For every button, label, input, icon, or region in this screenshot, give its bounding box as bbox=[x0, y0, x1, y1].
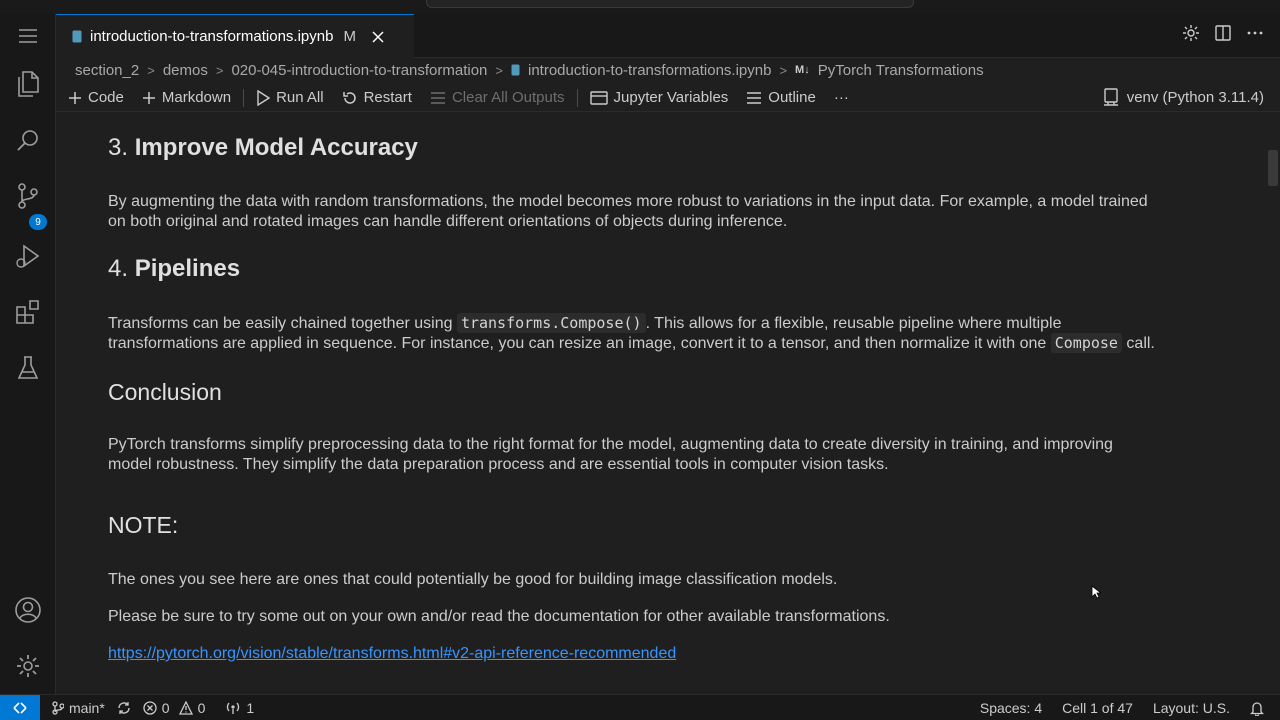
account-icon[interactable] bbox=[0, 588, 56, 632]
error-count: 0 bbox=[161, 699, 170, 716]
cell-position-status[interactable]: Cell 1 of 47 bbox=[1062, 700, 1133, 716]
run-debug-icon[interactable] bbox=[0, 234, 56, 278]
plus-icon bbox=[68, 91, 82, 105]
breadcrumb-item[interactable]: 020-045-introduction-to-transformation bbox=[231, 61, 488, 79]
run-all-label: Run All bbox=[276, 89, 324, 106]
restart-icon bbox=[342, 90, 358, 106]
outline-button[interactable] bbox=[746, 89, 816, 106]
scm-badge: 9 bbox=[29, 214, 47, 230]
branch-label: main* bbox=[69, 699, 105, 716]
breadcrumb-item[interactable]: PyTorch Transformations bbox=[817, 61, 984, 79]
notebook-tab[interactable] bbox=[56, 14, 414, 58]
remote-indicator-icon[interactable] bbox=[0, 695, 40, 720]
add-code-label: Code bbox=[88, 89, 124, 106]
command-center[interactable] bbox=[426, 0, 914, 8]
plus-icon bbox=[142, 91, 156, 105]
toolbar-divider bbox=[577, 89, 578, 107]
breadcrumb bbox=[56, 58, 1280, 82]
play-icon bbox=[256, 90, 270, 106]
jupyter-variables-label: Jupyter Variables bbox=[613, 89, 729, 106]
notebook-toolbar bbox=[56, 84, 1280, 112]
heading-pipelines bbox=[108, 255, 241, 282]
chevron-right-icon: > bbox=[147, 62, 155, 78]
problems-status[interactable] bbox=[143, 700, 206, 716]
source-control-icon[interactable] bbox=[0, 174, 56, 218]
scrollbar-thumb[interactable] bbox=[1268, 150, 1278, 186]
mouse-cursor-icon bbox=[1091, 585, 1101, 599]
kernel-label: venv (Python 3.11.4) bbox=[1126, 88, 1264, 106]
heading-conclusion: Conclusion bbox=[108, 379, 222, 405]
close-icon[interactable] bbox=[372, 31, 384, 43]
breadcrumb-item[interactable]: demos bbox=[162, 61, 208, 79]
explorer-icon[interactable] bbox=[0, 62, 56, 106]
text-run: . This allows for a flexible, reusable pipeline where multiple bbox=[645, 315, 1062, 332]
manage-gear-icon[interactable] bbox=[0, 644, 56, 688]
paragraph-conclusion-line-1: PyTorch transforms simplify preprocessing data to the right format for the model, augmenting data to create diversity in training, and improving bbox=[108, 436, 1113, 453]
run-all-button[interactable] bbox=[256, 89, 324, 106]
split-editor-icon[interactable] bbox=[1214, 24, 1232, 42]
status-bar bbox=[0, 694, 1280, 720]
documentation-link[interactable]: https://pytorch.org/vision/stable/transforms.html#v2-api-reference-recommended bbox=[108, 645, 677, 662]
outline-label: Outline bbox=[768, 89, 816, 106]
chevron-right-icon: > bbox=[495, 62, 503, 78]
heading-improve-accuracy bbox=[108, 134, 418, 161]
restart-label: Restart bbox=[363, 89, 412, 106]
paragraph-accuracy-line-1: By augmenting the data with random transformations, the model becomes more robust to variations in the input data. For example, a model trained bbox=[108, 193, 1148, 210]
tab-title: introduction-to-transformations.ipynb bbox=[90, 28, 334, 45]
kernel-icon bbox=[1103, 88, 1119, 106]
markdown-icon: M↓ bbox=[795, 64, 810, 76]
text-run: call. bbox=[1121, 335, 1155, 352]
paragraph-pipelines-line-2 bbox=[108, 333, 1155, 354]
window-title-strip bbox=[0, 0, 1280, 14]
breadcrumb-item[interactable]: section_2 bbox=[75, 61, 140, 79]
list-icon bbox=[746, 91, 762, 105]
add-markdown-label: Markdown bbox=[161, 89, 232, 106]
toolbar-more-button[interactable]: ··· bbox=[833, 89, 849, 106]
heading-note: NOTE: bbox=[108, 512, 179, 538]
menu-icon[interactable] bbox=[0, 14, 56, 58]
notebook-editor bbox=[56, 114, 1280, 694]
branch-status[interactable] bbox=[52, 700, 105, 716]
paragraph-note-line-1: The ones you see here are ones that could potentially be good for building image classification models. bbox=[108, 571, 838, 588]
documentation-link-row bbox=[108, 644, 676, 664]
paragraph-accuracy-line-2: on both original and rotated images can handle different orientations of objects during inference. bbox=[108, 213, 788, 230]
notebook-file-icon bbox=[511, 64, 520, 76]
search-icon[interactable] bbox=[0, 118, 56, 162]
notebook-file-icon bbox=[72, 30, 82, 43]
broadcast-icon bbox=[225, 701, 241, 715]
add-code-button[interactable] bbox=[68, 89, 124, 106]
inline-code: transforms.Compose() bbox=[457, 313, 646, 333]
extensions-icon[interactable] bbox=[0, 290, 56, 334]
indentation-status[interactable]: Spaces: 4 bbox=[979, 700, 1043, 716]
clear-all-outputs-label: Clear All Outputs bbox=[451, 89, 565, 106]
heading-text: Improve Model Accuracy bbox=[134, 134, 418, 161]
text-run: transformations are applied in sequence. For instance, you can resize an image, convert it to a tensor, and then normalize it with one bbox=[108, 335, 1051, 352]
clear-all-icon bbox=[430, 91, 446, 105]
testing-flask-icon[interactable] bbox=[0, 346, 56, 390]
more-actions-icon[interactable] bbox=[1246, 24, 1264, 42]
chevron-right-icon: > bbox=[779, 62, 788, 78]
bell-icon[interactable] bbox=[1250, 701, 1264, 716]
text-run: Transforms can be easily chained together using bbox=[108, 315, 457, 332]
toolbar-divider bbox=[243, 89, 244, 107]
inline-code: Compose bbox=[1051, 333, 1122, 353]
activity-bar bbox=[0, 14, 56, 694]
chevron-right-icon: > bbox=[215, 62, 224, 78]
warning-icon bbox=[179, 701, 193, 715]
sync-icon[interactable] bbox=[117, 701, 131, 715]
jupyter-variables-button[interactable] bbox=[590, 89, 729, 106]
heading-text: Pipelines bbox=[134, 255, 241, 282]
error-icon bbox=[143, 701, 157, 715]
warning-count: 0 bbox=[197, 699, 206, 716]
heading-number: 3. bbox=[108, 134, 129, 161]
tab-modified-indicator: M bbox=[343, 28, 356, 45]
keyboard-layout-status[interactable]: Layout: U.S. bbox=[1152, 700, 1230, 716]
ports-count: 1 bbox=[246, 699, 255, 716]
restart-button[interactable] bbox=[342, 89, 412, 106]
clear-all-outputs-button[interactable] bbox=[430, 89, 565, 106]
paragraph-pipelines-line-1 bbox=[108, 313, 1061, 334]
editor-tab-bar bbox=[56, 14, 1280, 58]
git-branch-icon bbox=[52, 701, 64, 715]
paragraph-note-line-2: Please be sure to try some out on your own and/or read the documentation for other available transformations. bbox=[108, 608, 890, 625]
ports-status[interactable] bbox=[225, 700, 254, 716]
gear-icon[interactable] bbox=[1182, 24, 1200, 42]
kernel-picker[interactable] bbox=[1103, 88, 1264, 106]
heading-number: 4. bbox=[108, 255, 129, 282]
add-markdown-button[interactable] bbox=[142, 89, 231, 106]
paragraph-conclusion-line-2: model robustness. They simplify the data preparation process and are essential tools in computer vision tasks. bbox=[108, 456, 889, 473]
breadcrumb-item[interactable]: introduction-to-transformations.ipynb bbox=[528, 61, 772, 79]
variables-icon bbox=[590, 91, 608, 105]
